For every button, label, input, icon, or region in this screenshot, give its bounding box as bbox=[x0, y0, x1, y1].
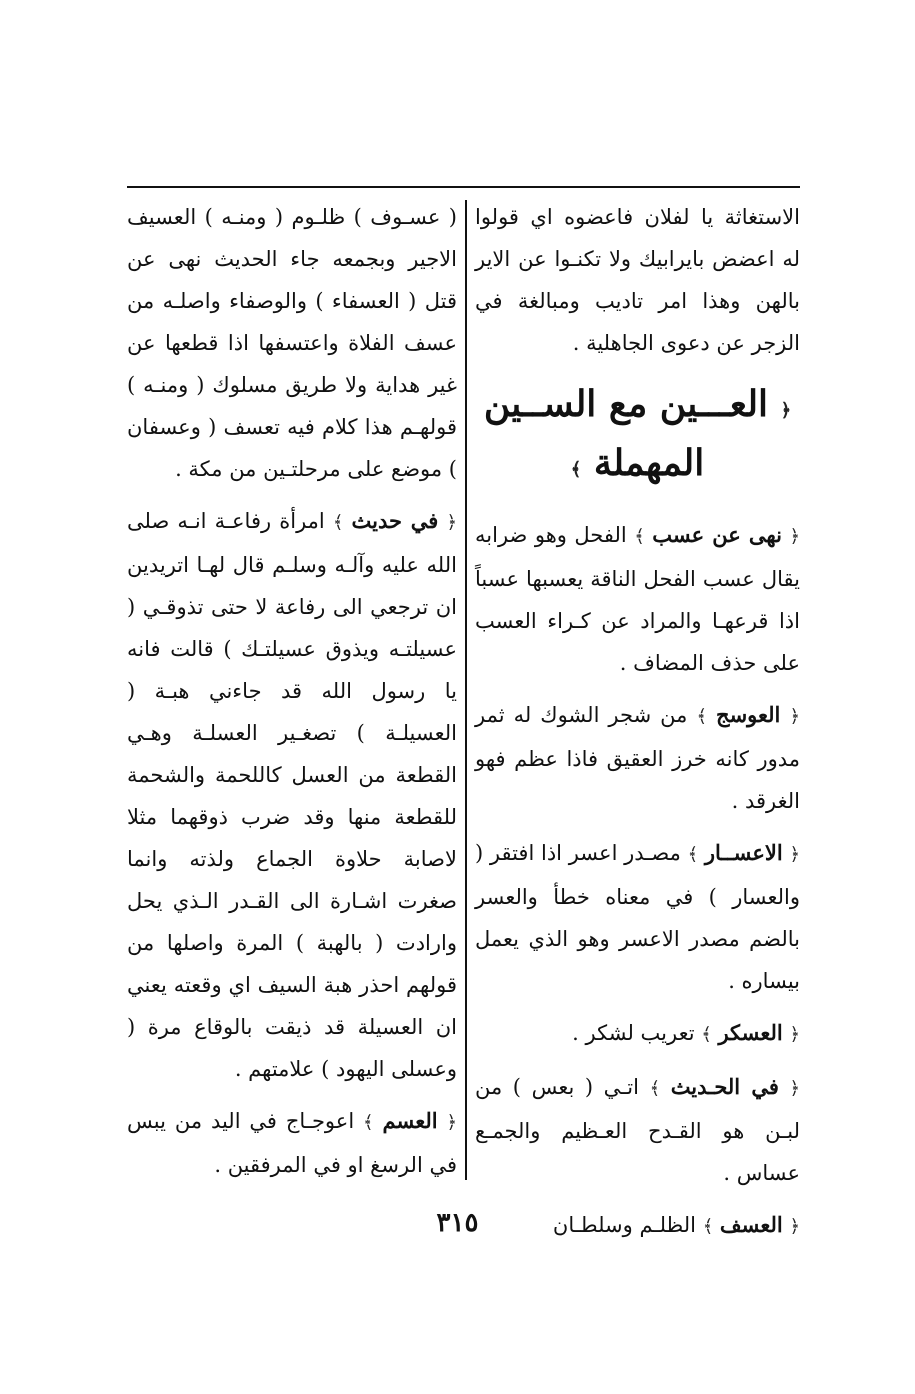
entry-hadith-rifaa bbox=[127, 500, 457, 1090]
ornament-open-icon: ﴿ bbox=[780, 400, 792, 421]
entry-term: نهى عن عسب bbox=[652, 522, 782, 547]
left-column bbox=[127, 196, 457, 1196]
entry-term: العسم bbox=[382, 1108, 438, 1133]
entry-text: الظلـم وسلطـان bbox=[552, 1213, 696, 1237]
ornament-close-icon: ﴾ bbox=[696, 706, 707, 727]
entry-text: من شجر الشوك له ثمر مدور كانه خرز العقيق فاذا عظم فهو الغرقد . bbox=[475, 703, 800, 813]
entry-text: اتـي ( بعس ) من لبـن هو القـدح العـظيم والجمـع عساس . bbox=[475, 1075, 800, 1185]
entry-term: الاعســار bbox=[704, 840, 783, 865]
ornament-open-icon: ﴿ bbox=[789, 844, 800, 865]
left-para-0: ( عسـوف ) ظلـوم ( ومنـه ) العسيف الاجير وبجمعه جاء الحديث نهى عن قتل ( العسفاء ) والوصفاء واصلـه من عسف الفلاة واعتسفها اذا قطعها عن غير هداية ولا طريق مسلوك ( ومنـه ) قولهـم هذا كلام فيه تعسف ( وعسفان ) موضع على مرحلتـين من مكة . bbox=[127, 205, 457, 481]
entry-term: العوسج bbox=[716, 702, 781, 727]
entry-nahi-an-asb bbox=[475, 514, 800, 684]
ornament-open-icon: ﴿ bbox=[789, 1078, 800, 1099]
entry-askar bbox=[475, 1012, 800, 1056]
ornament-close-icon: ﴾ bbox=[702, 1216, 714, 1237]
entry-text: امرأة رفاعـة انـه صلى الله عليه وآلـه وسلـم قال لهـا اتريدين ان ترجعي الى رفاعة لا حتى تذوقـي ( عسيلتـه ويذوق عسيلتـك ) قالت فانه يا رسول الله قد جاءني هبـة ( العسيلـة ) تصغـير العسلـة وهـي القطعة من العسل كاللحمة والشحمة للقطعة منها وقد ضرب ذوقهما مثلا لاصابة حلاوة الجماع ولذته وانما صغرت اشـارة الى القـدر الـذي يحل وارادت ( بالهبة ) المرة واصلها من قولهم احذر هبة السيف اي وقعته يعني ان العسيلة قد ذيقت بالوقاع مرة ( وعسلى اليهود ) علامتهم . bbox=[127, 509, 457, 1081]
entry-awsaj bbox=[475, 694, 800, 822]
right-column bbox=[475, 196, 800, 1258]
ornament-open-icon: ﴿ bbox=[446, 1112, 457, 1133]
ornament-close-icon: ﴾ bbox=[363, 1112, 374, 1133]
entry-hadith-ass bbox=[475, 1066, 800, 1194]
right-para-0: الاستغاثة يا لفلان فاعضوه اي قولوا له اعضض بايرابيك ولا تكنـوا عن الاير بالهن وهذا امر تاديب ومبالغة في الزجر عن دعوى الجاهلية . bbox=[475, 205, 800, 355]
entry-term: في حديث bbox=[351, 508, 439, 533]
entry-term: في الحـديث bbox=[670, 1074, 779, 1099]
ornament-close-icon: ﴾ bbox=[634, 526, 645, 547]
ornament-close-icon: ﴾ bbox=[570, 459, 582, 480]
top-rule bbox=[127, 186, 800, 188]
ornament-open-icon: ﴿ bbox=[446, 512, 457, 533]
column-divider bbox=[465, 200, 467, 1180]
section-heading bbox=[475, 378, 800, 496]
ornament-close-icon: ﴾ bbox=[649, 1078, 661, 1099]
ornament-close-icon: ﴾ bbox=[687, 844, 699, 865]
ornament-close-icon: ﴾ bbox=[332, 512, 344, 533]
entry-text: مصـدر اعسر اذا افتقر ( والعسار ) في معناه خطأ والعسر بالضم مصدر الاعسر وهو الذي يعمل بيساره . bbox=[475, 841, 800, 993]
entry-text: اعوجـاج في اليد من يبس في الرسغ او في المرفقين . bbox=[127, 1109, 457, 1177]
ornament-open-icon: ﴿ bbox=[789, 1024, 800, 1045]
ornament-close-icon: ﴾ bbox=[701, 1024, 712, 1045]
entry-asam bbox=[127, 1100, 457, 1186]
entry-term: العسكر bbox=[718, 1020, 783, 1045]
page-number: ٣١٥ bbox=[436, 1208, 479, 1238]
ornament-open-icon: ﴿ bbox=[789, 1216, 800, 1237]
ornament-open-icon: ﴿ bbox=[789, 526, 800, 547]
section-heading-text: العـــين مع الســين المهملة bbox=[483, 383, 769, 484]
entry-iisar bbox=[475, 832, 800, 1002]
entry-text: الفحل وهو ضرابه يقال عسب الفحل الناقة يعسبها عسباً اذا قرعهـا والمراد عن كـراء العسب على حذف المضاف . bbox=[475, 523, 800, 675]
entry-text: تعريب لشكر . bbox=[572, 1021, 695, 1045]
ornament-open-icon: ﴿ bbox=[789, 706, 800, 727]
entry-term: العسف bbox=[719, 1212, 783, 1237]
